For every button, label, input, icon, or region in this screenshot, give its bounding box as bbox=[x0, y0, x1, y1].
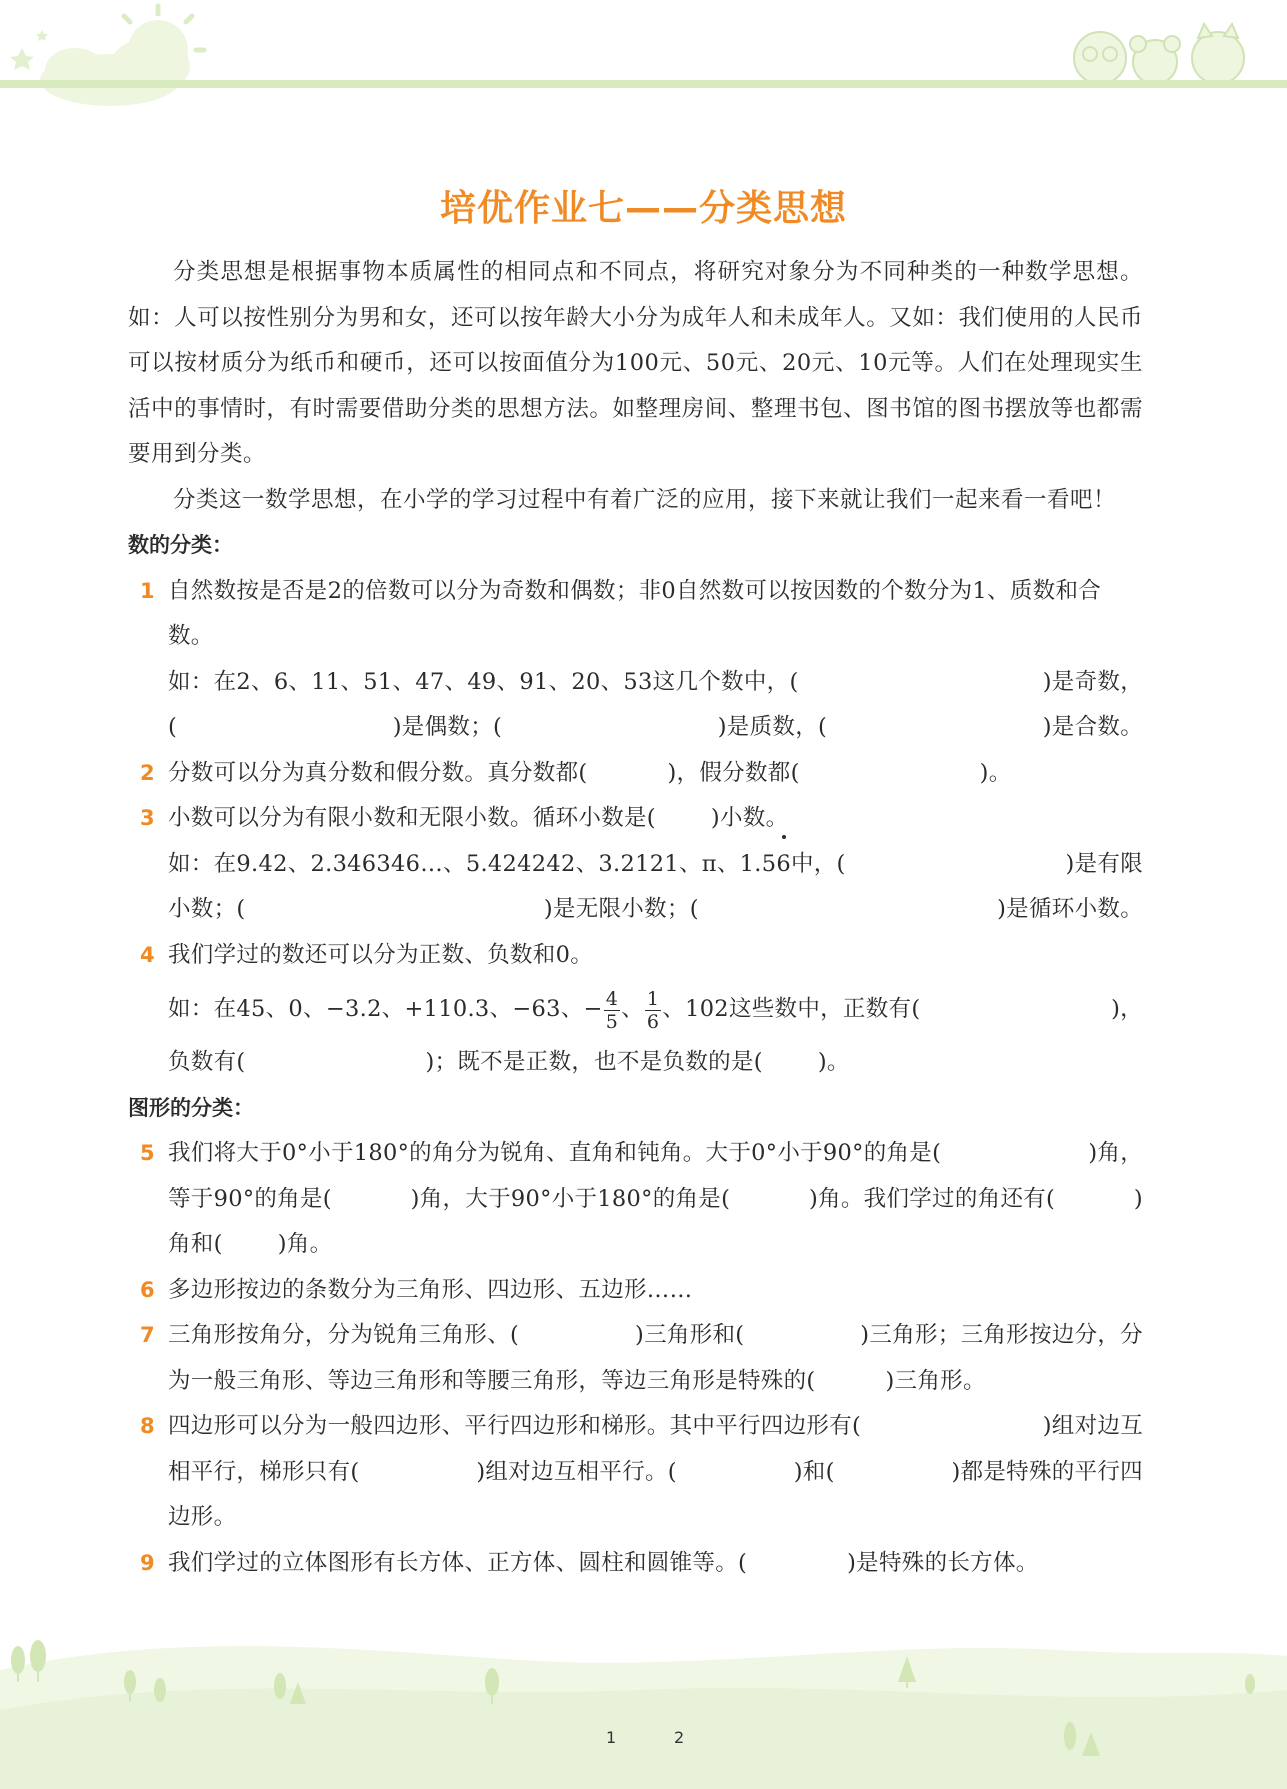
question-text-segment: ) bbox=[1133, 1185, 1143, 1212]
question-1 bbox=[128, 569, 1143, 751]
question-line bbox=[168, 1541, 1143, 1587]
question-line bbox=[168, 1222, 1143, 1268]
question-text-segment: )。 bbox=[817, 1049, 850, 1075]
question-line bbox=[168, 751, 1143, 797]
section-heading-numbers: 数的分类： bbox=[128, 533, 233, 557]
question-text-segment: 四边形可以分为一般四边形、平行四边形和梯形。其中平行四边形有( bbox=[168, 1413, 862, 1439]
question-line bbox=[168, 1450, 1143, 1496]
question-text: 我们学过的数还可以分为正数、负数和0。 bbox=[168, 941, 594, 968]
question-number: 4 bbox=[140, 942, 155, 967]
question-number: 2 bbox=[140, 760, 155, 785]
question-text-segment: )是质数，( bbox=[717, 714, 828, 740]
question-text-segment: 分数可以分为真分数和假分数。真分数都( bbox=[168, 759, 588, 786]
question-number: 5 bbox=[140, 1141, 155, 1165]
fraction-numerator: 1 bbox=[646, 987, 660, 1010]
question-line bbox=[168, 887, 1143, 933]
page-title: 培优作业七——分类思想 bbox=[439, 188, 847, 229]
question-text-segment: )；既不是正数，也不是负数的是( bbox=[425, 1049, 763, 1075]
section-heading-shapes: 图形的分类： bbox=[128, 1095, 254, 1120]
question-text-segment: 小数；( bbox=[168, 896, 246, 922]
page-number-left: 1 bbox=[606, 1728, 617, 1747]
question-2 bbox=[128, 751, 1143, 797]
question-text-segment: )，假分数都( bbox=[667, 759, 800, 786]
question-number: 6 bbox=[140, 1277, 155, 1302]
question-text-segment: 三角形按角分，分为锐角三角形、( bbox=[168, 1322, 520, 1348]
question-text-segment: )是偶数；( bbox=[392, 714, 503, 740]
header-decoration bbox=[0, 0, 1287, 120]
question-text-segment: )是特殊的长方体。 bbox=[847, 1549, 1039, 1576]
intro-paragraph: 分类这一数学思想，在小学的学习过程中有着广泛的应用，接下来就让我们一起来看一看吧！ bbox=[173, 486, 1117, 513]
question-text-segment: )是循环小数。 bbox=[997, 896, 1143, 922]
fraction bbox=[645, 988, 661, 1033]
fraction-numerator: 4 bbox=[605, 987, 619, 1010]
question-line bbox=[168, 1359, 1143, 1405]
question-text-segment: )。 bbox=[979, 759, 1012, 786]
footer-decoration bbox=[0, 1620, 1287, 1789]
question-text-segment: )三角形。 bbox=[885, 1367, 986, 1394]
question-text-segment: )组对边互 bbox=[1042, 1413, 1143, 1439]
question-line bbox=[168, 842, 1143, 888]
question-number: 9 bbox=[140, 1550, 155, 1575]
question-text-segment: 边形。 bbox=[168, 1504, 237, 1530]
sun-cloud-icon bbox=[10, 6, 204, 106]
question-line bbox=[168, 1404, 1143, 1450]
question-line bbox=[168, 1131, 1143, 1177]
question-text-segment: 、 bbox=[621, 996, 644, 1022]
question-5 bbox=[128, 1131, 1143, 1268]
question-text-segment: )角。 bbox=[277, 1231, 333, 1257]
intro-paragraph: 分类思想是根据事物本质属性的相同点和不同点，将研究对象分为不同种类的一种数学思想。如：人可以按性别分为男和女，还可以按年龄大小分为成年人和未成年人。又如：我们使用的人民币可以按材质分为纸币和硬币，还可以按面值分为100元、50元、20元、10元等。人们在处理现实生活中的事情时，有时需要借助分类的思想方法。如整理房间、整理书包、图书馆的图书摆放等也都需要用到分类。 bbox=[128, 259, 1143, 467]
question-text-segment: )角，大于90°小于180°的角是( bbox=[410, 1185, 731, 1212]
question-6 bbox=[128, 1268, 1143, 1314]
question-text-segment: )是合数。 bbox=[1042, 714, 1143, 740]
question-text-segment: 小数可以分为有限小数和无限小数。循环小数是( bbox=[168, 805, 656, 831]
question-text-segment: )， bbox=[1111, 996, 1143, 1022]
worksheet-content bbox=[128, 250, 1143, 1586]
question-4 bbox=[128, 933, 1143, 1086]
question-line bbox=[168, 1040, 1143, 1086]
cartoon-animals-icon bbox=[1074, 24, 1244, 84]
question-line bbox=[168, 705, 1143, 751]
question-text-segment: 负数有( bbox=[168, 1049, 246, 1075]
question-text-segment: )组对边互相平行。( bbox=[476, 1458, 677, 1485]
question-number: 3 bbox=[140, 806, 155, 830]
question-number: 1 bbox=[140, 578, 155, 603]
question-text-segment: )都是特殊的平行四 bbox=[951, 1458, 1143, 1485]
question-9 bbox=[128, 1541, 1143, 1587]
question-line bbox=[168, 660, 1143, 706]
question-text-segment: )小数。 bbox=[710, 805, 789, 831]
question-text-segment: )是奇数， bbox=[1042, 668, 1143, 695]
question-text-segment: 中，( bbox=[790, 850, 846, 877]
question-line bbox=[168, 978, 1143, 1040]
fraction bbox=[604, 988, 620, 1033]
fraction-denominator: 5 bbox=[605, 1010, 619, 1033]
repeating-digit: 6 bbox=[776, 842, 791, 888]
question-line bbox=[168, 796, 1143, 842]
question-text-segment: )三角形；三角形按边分，分 bbox=[860, 1322, 1143, 1348]
question-text-segment: 角和( bbox=[168, 1231, 223, 1257]
question-number: 8 bbox=[140, 1414, 155, 1438]
question-line bbox=[168, 1177, 1143, 1223]
question-text-segment: 等于90°的角是( bbox=[168, 1185, 332, 1212]
question-text-segment: )和( bbox=[793, 1458, 835, 1485]
question-text-segment: )三角形和( bbox=[635, 1322, 745, 1348]
question-text-segment: )角， bbox=[1088, 1140, 1143, 1166]
question-7 bbox=[128, 1313, 1143, 1404]
question-line bbox=[168, 1313, 1143, 1359]
fraction-denominator: 6 bbox=[646, 1010, 660, 1033]
question-text: 多边形按边的条数分为三角形、四边形、五边形…… bbox=[168, 1276, 693, 1303]
question-text-segment: ( bbox=[168, 714, 178, 740]
question-text-segment: 相平行，梯形只有( bbox=[168, 1458, 360, 1485]
question-8 bbox=[128, 1404, 1143, 1541]
question-text-segment: 如：在2、6、11、51、47、49、91、20、53这几个数中，( bbox=[168, 668, 799, 695]
question-text-segment: )是无限小数；( bbox=[543, 896, 699, 922]
question-text-segment: 、102这些数中，正数有( bbox=[662, 996, 921, 1022]
question-3 bbox=[128, 796, 1143, 933]
question-text-segment: 我们将大于0°小于180°的角分为锐角、直角和钝角。大于0°小于90°的角是( bbox=[168, 1140, 942, 1166]
question-text: 自然数按是否是2的倍数可以分为奇数和偶数；非0自然数可以按因数的个数分为1、质数和合数。 bbox=[168, 577, 1102, 649]
question-text-segment: 如：在9.42、2.346346…、5.424242、3.2121、π、1.5 bbox=[168, 850, 777, 877]
question-number: 7 bbox=[140, 1323, 155, 1347]
question-text-segment: )角。我们学过的角还有( bbox=[808, 1185, 1056, 1212]
header-rule bbox=[0, 80, 1287, 88]
question-text-segment: 我们学过的立体图形有长方体、正方体、圆柱和圆锥等。( bbox=[168, 1549, 748, 1576]
page-number-right: 2 bbox=[674, 1728, 685, 1747]
question-text-segment: 为一般三角形、等边三角形和等腰三角形，等边三角形是特殊的( bbox=[168, 1367, 816, 1394]
question-text-segment: )是有限 bbox=[1065, 850, 1143, 877]
question-text-segment: 如：在45、0、−3.2、+110.3、−63、− bbox=[168, 996, 603, 1022]
